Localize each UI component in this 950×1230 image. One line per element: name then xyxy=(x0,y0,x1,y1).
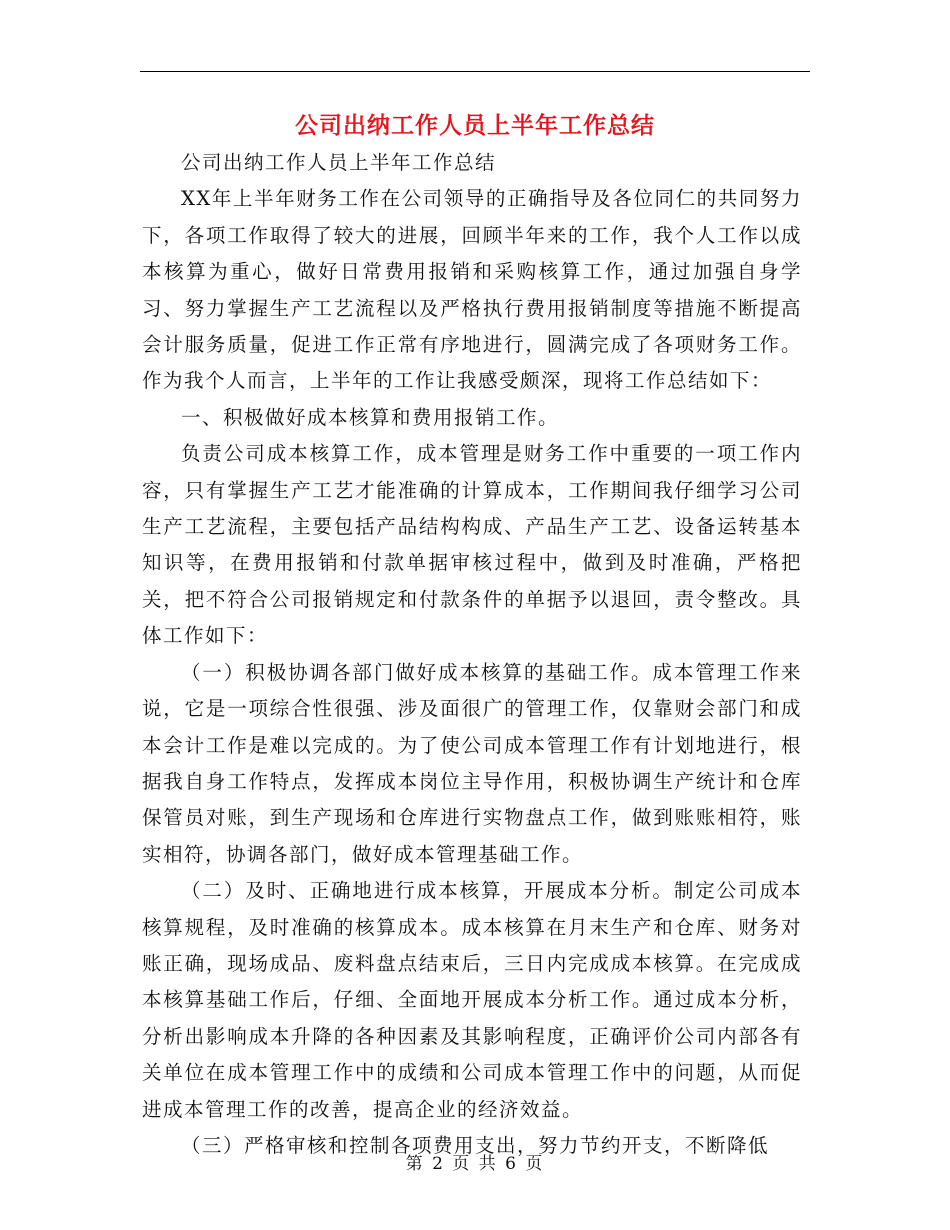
body-paragraph-item-2: （二）及时、正确地进行成本核算，开展成本分析。制定公司成本核算规程，及时准确的核算成本。成本核算在月末生产和仓库、财务对账正确，现场成品、废料盘点结束后，三日内完成成本核算。在完成成本核算基础工作后，仔细、全面地开展成本分析工作。通过成本分析，分析出影响成本升降的各种因素及其影响程度，正确评价公司内部各有关单位在成本管理工作中的成绩和公司成本管理工作中的问题，从而促进成本管理工作的改善，提高企业的经济效益。 xyxy=(142,879,802,1121)
body-paragraph-intro: XX年上半年财务工作在公司领导的正确指导及各位同仁的共同努力下，各项工作取得了较大的进展，回顾半年来的工作，我个人工作以成本核算为重心，做好日常费用报销和采购核算工作，通过加强自身学习、努力掌握生产工艺流程以及严格执行费用报销制度等措施不断提高会计服务质量，促进工作正常有序地进行，圆满完成了各项财务工作。作为我个人而言，上半年的工作让我感受颇深，现将工作总结如下： xyxy=(142,187,802,393)
body-paragraph-item-1: （一）积极协调各部门做好成本核算的基础工作。成本管理工作来说，它是一项综合性很强、涉及面很广的管理工作，仅靠财会部门和成本会计工作是难以完成的。为了使公司成本管理工作有计划地进行，根据我自身工作特点，发挥成本岗位主导作用，积极协调生产统计和仓库保管员对账，到生产现场和仓库进行实物盘点工作，做到账账相符，账实相符，协调各部门，做好成本管理基础工作。 xyxy=(142,660,802,866)
body-paragraph-item-3: （三）严格审核和控制各项费用支出，努力节约开支，不断降低 xyxy=(181,1133,770,1157)
body-paragraph-cost-accounting: 负责公司成本核算工作，成本管理是财务工作中重要的一项工作内容，只有掌握生产工艺才能准确的计算成本，工作期间我仔细学习公司生产工艺流程，主要包括产品结构构成、产品生产工艺、设备运转基本知识等，在费用报销和付款单据审核过程中，做到及时准确，严格把关，把不符合公司报销规定和付款条件的单据予以退回，责令整改。具体工作如下： xyxy=(142,442,802,648)
section-heading-1: 一、积极做好成本核算和费用报销工作。 xyxy=(181,405,560,429)
document-body xyxy=(142,145,802,1164)
page-number-footer: 第 2 页 共 6 页 xyxy=(405,1154,545,1174)
header-rule xyxy=(140,71,810,72)
body-paragraph-subtitle: 公司出纳工作人员上半年工作总结 xyxy=(181,151,497,174)
document-title: 公司出纳工作人员上半年工作总结 xyxy=(295,112,655,139)
